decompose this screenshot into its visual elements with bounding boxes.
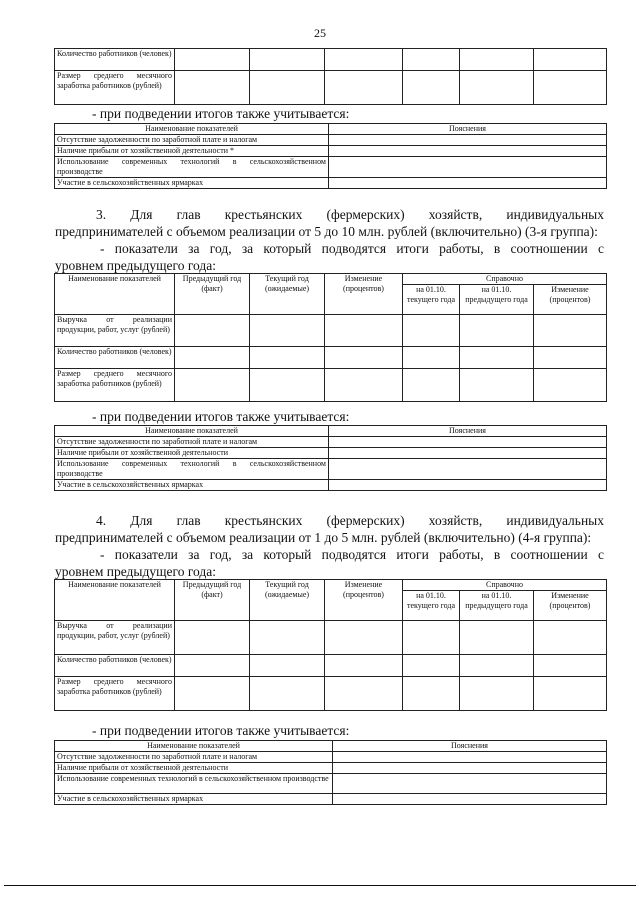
also-note-1: - при подведении итогов также учитывается: [92, 106, 350, 121]
col-header-name: Наименование показателей [55, 274, 175, 315]
row-label-revenue: Выручка от реализации продукции, работ, услуг (рублей) [55, 315, 175, 347]
row-label-salary: Размер среднего месячного заработка работников (рублей) [55, 369, 175, 402]
header-notes: Пояснения [329, 426, 607, 437]
header-name: Наименование показателей [55, 741, 333, 752]
group4-heading-line4: уровнем предыдущего года: [55, 564, 216, 579]
col-header-prev: Предыдущий год (факт) [175, 274, 250, 315]
row-fairs: Участие в сельскохозяйственных ярмарках [55, 480, 329, 491]
row-fairs: Участие в сельскохозяйственных ярмарках [55, 178, 329, 189]
row-label-salary: Размер среднего месячного заработка работников (рублей) [55, 71, 175, 105]
header-name: Наименование показателей [55, 124, 329, 135]
col-header-change: Изменение (процентов) [325, 580, 403, 621]
row-profit: Наличие прибыли от хозяйственной деятельности * [55, 146, 329, 157]
col-header-ref-change: Изменение (процентов) [534, 285, 607, 315]
col-header-ref: Справочно [403, 580, 607, 591]
small-table-2 [54, 425, 607, 491]
group3-heading-line3: - показатели за год, за который подводятся итоги работы, в соотношении с [100, 241, 604, 256]
row-profit: Наличие прибыли от хозяйственной деятельности [55, 448, 329, 459]
table-continued [54, 48, 607, 105]
header-notes: Пояснения [329, 124, 607, 135]
col-header-prev: Предыдущий год (факт) [175, 580, 250, 621]
row-profit: Наличие прибыли от хозяйственной деятельности [55, 763, 333, 774]
col-header-ref-prev: на 01.10. предыдущего года [460, 591, 534, 621]
row-label-workers: Количество работников (человек) [55, 49, 175, 71]
col-header-ref-cur: на 01.10. текущего года [403, 591, 460, 621]
also-note-2: - при подведении итогов также учитывается: [92, 409, 350, 424]
row-tech: Использование современных технологий в сельскохозяйственном производстве [55, 157, 329, 178]
also-note-3: - при подведении итогов также учитывается: [92, 723, 350, 738]
col-header-ref-cur: на 01.10. текущего года [403, 285, 460, 315]
row-debt: Отсутствие задолженности по заработной плате и налогам [55, 752, 333, 763]
bottom-rule [4, 885, 636, 886]
col-header-cur: Текущий год (ожидаемые) [250, 274, 325, 315]
col-header-change: Изменение (процентов) [325, 274, 403, 315]
group3-indicators-table [54, 273, 607, 402]
row-tech: Использование современных технологий в сельскохозяйственном производстве [55, 774, 333, 794]
row-label-salary: Размер среднего месячного заработка работников (рублей) [55, 677, 175, 711]
row-debt: Отсутствие задолженности по заработной плате и налогам [55, 437, 329, 448]
group3-heading-line2: предпринимателей с объемом реализации от 5 до 10 млн. рублей (включительно) (3-я группа): [55, 224, 598, 239]
col-header-ref-prev: на 01.10. предыдущего года [460, 285, 534, 315]
row-label-workers: Количество работников (человек) [55, 347, 175, 369]
row-fairs: Участие в сельскохозяйственных ярмарках [55, 794, 333, 805]
row-label-workers: Количество работников (человек) [55, 655, 175, 677]
group3-heading-line4: уровнем предыдущего года: [55, 258, 216, 273]
col-header-name: Наименование показателей [55, 580, 175, 621]
col-header-cur: Текущий год (ожидаемые) [250, 580, 325, 621]
col-header-ref: Справочно [403, 274, 607, 285]
header-name: Наименование показателей [55, 426, 329, 437]
small-table-1 [54, 123, 607, 189]
row-debt: Отсутствие задолженности по заработной плате и налогам [55, 135, 329, 146]
group4-heading-line1: 4. Для глав крестьянских (фермерских) хозяйств, индивидуальных [96, 513, 604, 528]
col-header-ref-change: Изменение (процентов) [534, 591, 607, 621]
page-number: 25 [314, 26, 326, 40]
group4-heading-line3: - показатели за год, за который подводятся итоги работы, в соотношении с [100, 547, 604, 562]
row-label-revenue: Выручка от реализации продукции, работ, услуг (рублей) [55, 621, 175, 655]
row-tech: Использование современных технологий в сельскохозяйственном производстве [55, 459, 329, 480]
small-table-3 [54, 740, 607, 805]
header-notes: Пояснения [333, 741, 607, 752]
group4-indicators-table [54, 579, 607, 711]
group4-heading-line2: предпринимателей с объемом реализации от 1 до 5 млн. рублей (включительно) (4-я группа): [55, 530, 592, 545]
group3-heading-line1: 3. Для глав крестьянских (фермерских) хозяйств, индивидуальных [96, 207, 604, 222]
